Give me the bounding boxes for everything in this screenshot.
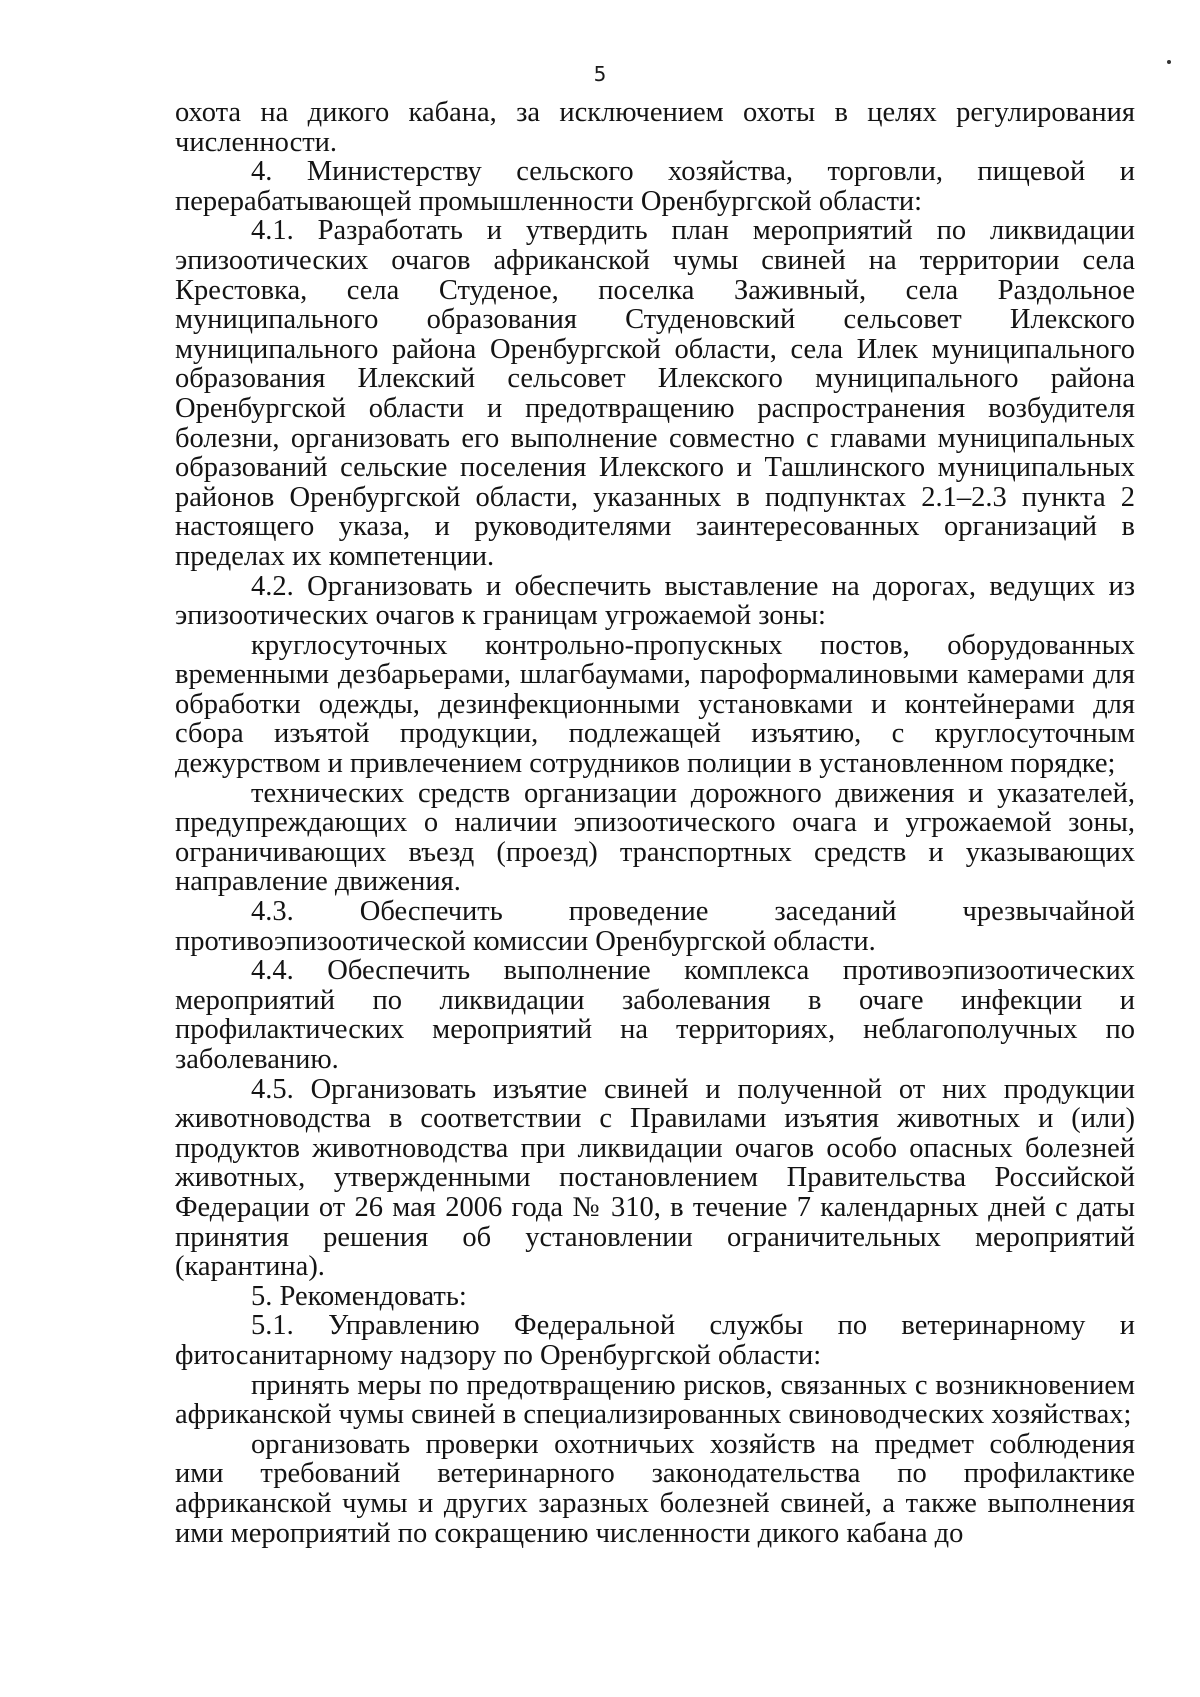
paragraph-hunting-inspections: организовать проверки охотничьих хозяйств на предмет соблюдения ими требований ветеринарного законодательства по профилактике африканской чумы и других заразных болезней свиней, а также выполнения ими мероприятий по сокращению численности дикого кабана до bbox=[175, 1428, 1135, 1549]
page-number: 5 bbox=[593, 62, 607, 86]
paragraph-item-4-2: 4.2. Организовать и обеспечить выставление на дорогах, ведущих из эпизоотических очагов к границам угрожаемой зоны: bbox=[175, 570, 1135, 632]
paragraph-item-4-1: 4.1. Разработать и утвердить план мероприятий по ликвидации эпизоотических очагов африканской чумы свиней на территории села Крестовка, села Студеное, поселка Заживный, села Раздольное муниципального образования Студеновский сельсовет Илекского муниципального района Оренбургской области, села Илек муниципального образования Илекский сельсовет Илекского муниципального района Оренбургской области и предотвращению распространения возбудителя болезни, организовать его выполнение совместно с главами муниципальных образований сельские поселения Илекского и Ташлинского муниципальных районов Оренбургской области, указанных в подпунктах 2.1–2.3 пункта 2 настоящего указа, и руководителями заинтересованных организаций в пределах их компетенции. bbox=[175, 215, 1135, 572]
paragraph-item-5-1: 5.1. Управлению Федеральной службы по ветеринарному и фитосанитарному надзору по Оренбургской области: bbox=[175, 1310, 1135, 1371]
document-body bbox=[175, 98, 1135, 1548]
paragraph-checkpoints: круглосуточных контрольно-пропускных постов, оборудованных временными дезбарьерами, шлагбаумами, пароформалиновыми камерами для обработки одежды, дезинфекционными установками и контейнерами для сбора изъятой продукции, подлежащей изъятию, с круглосуточным дежурством и привлечением сотрудников полиции в установленном порядке; bbox=[175, 629, 1135, 780]
scan-artifact-dot bbox=[1167, 60, 1171, 64]
paragraph-item-5: 5. Рекомендовать: bbox=[251, 1280, 467, 1312]
paragraph-traffic-means: технических средств организации дорожного движения и указателей, предупреждающих о наличии эпизоотического очага и угрожаемой зоны, ограничивающих въезд (проезд) транспортных средств и указывающих направление движения. bbox=[175, 777, 1135, 898]
paragraph-item-4-5: 4.5. Организовать изъятие свиней и полученной от них продукции животноводства в соответствии с Правилами изъятия животных и (или) продуктов животноводства при ликвидации очагов особо опасных болезней животных, утвержденными постановлением Правительства Российской Федерации от 26 мая 2006 года № 310, в течение 7 календарных дней с даты принятия решения об установлении ограничительных мероприятий (карантина). bbox=[175, 1073, 1135, 1283]
paragraph-item-4-3: 4.3. Обеспечить проведение заседаний чрезвычайной противоэпизоотической комиссии Оренбургской области. bbox=[175, 896, 1135, 957]
paragraph-item-4-4: 4.4. Обеспечить выполнение комплекса противоэпизоотических мероприятий по ликвидации заболевания в очаге инфекции и профилактических мероприятий на территориях, неблагополучных по заболеванию. bbox=[175, 955, 1135, 1075]
paragraph-risk-measures: принять меры по предотвращению рисков, связанных с возникновением африканской чумы свиней в специализированных свиноводческих хозяйствах; bbox=[175, 1369, 1135, 1431]
paragraph-continuation: охота на дикого кабана, за исключением охоты в целях регулирования численности. bbox=[175, 97, 1135, 158]
paragraph-item-4: 4. Министерству сельского хозяйства, торговли, пищевой и перерабатывающей промышленности Оренбургской области: bbox=[175, 156, 1135, 217]
